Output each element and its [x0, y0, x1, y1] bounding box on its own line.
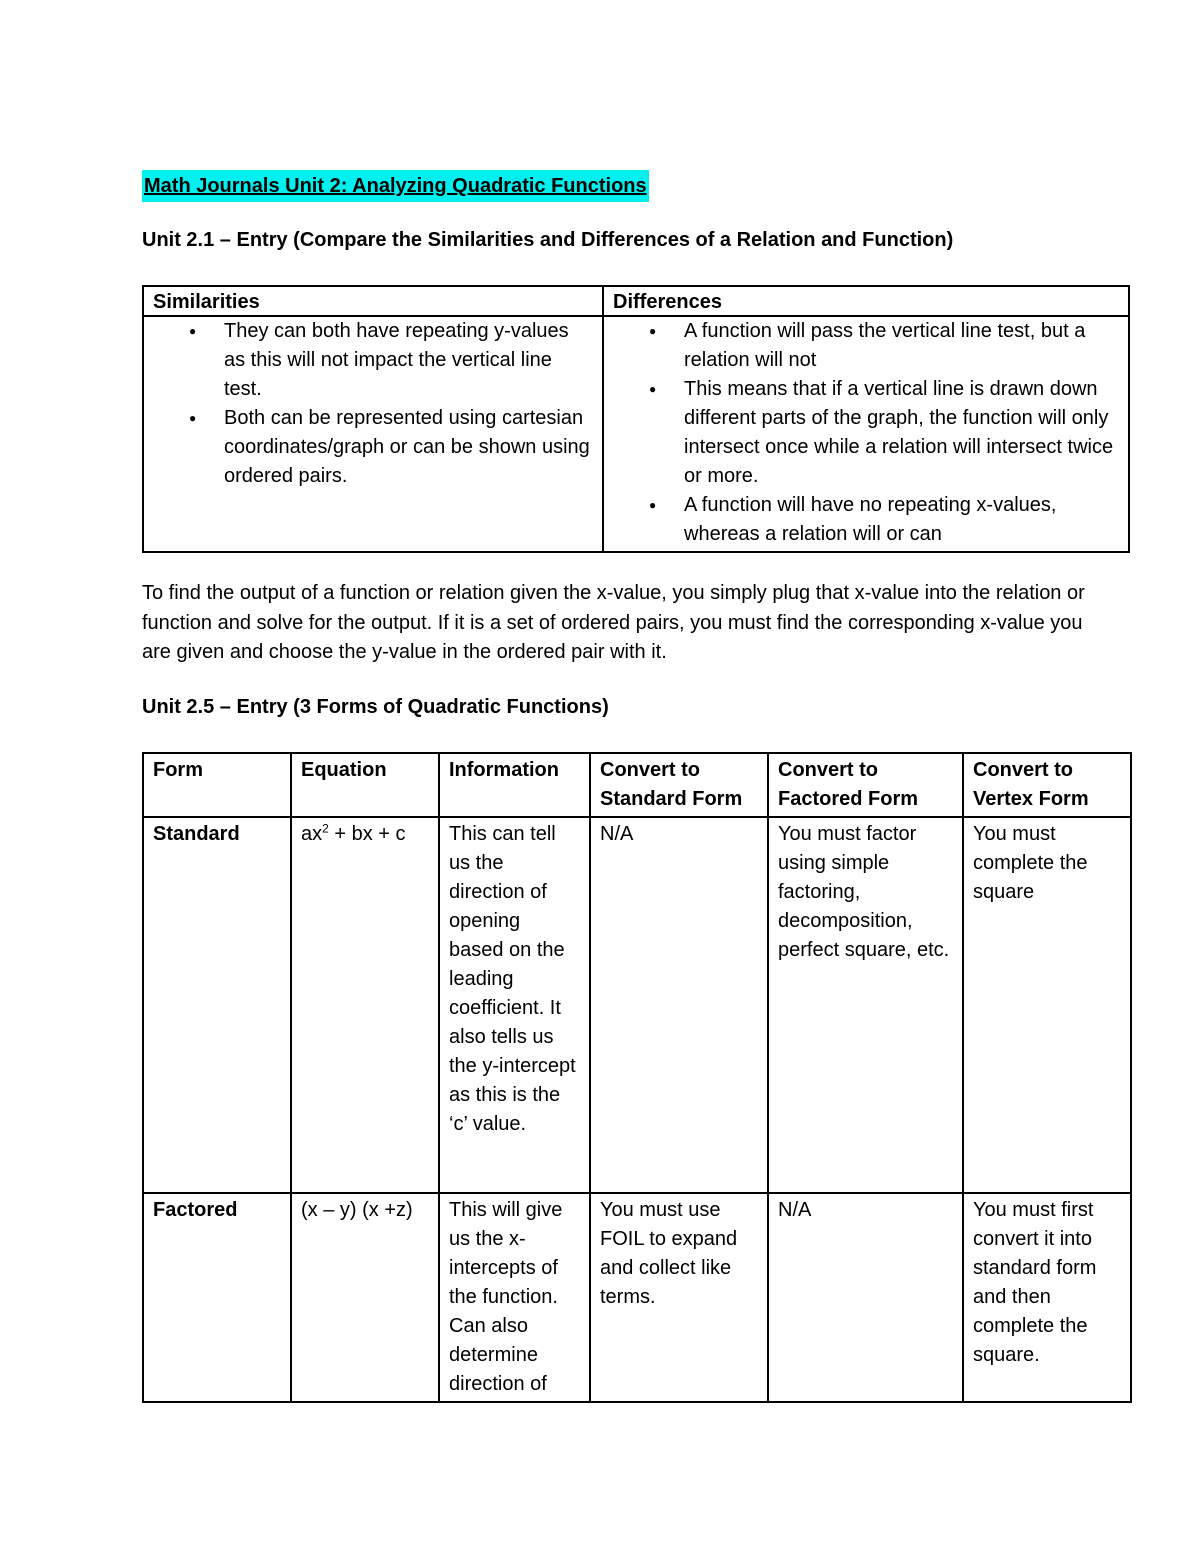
to-factored-cell: N/A	[768, 1193, 963, 1402]
list-item: ● Both can be represented using cartesian coordinates/graph or can be shown using ordered pairs.	[153, 404, 593, 491]
section-heading-unit-2-1: Unit 2.1 – Entry (Compare the Similarities and Differences of a Relation and Function)	[142, 229, 954, 251]
column-header: Convert to Standard Form	[590, 753, 768, 817]
to-factored-cell: You must factor using simple factoring, decomposition, perfect square, etc.	[768, 817, 963, 1193]
differences-header: Differences	[603, 286, 1129, 316]
table-row	[143, 817, 1131, 1193]
list-item: ● They can both have repeating y-values as this will not impact the vertical line test.	[153, 317, 593, 404]
equation-exponent: 2	[322, 821, 329, 836]
table-row	[143, 1193, 1131, 1402]
equation-base: ax	[301, 823, 323, 845]
similarities-header: Similarities	[143, 286, 603, 316]
section-heading-unit-2-5: Unit 2.5 – Entry (3 Forms of Quadratic Functions)	[142, 696, 609, 718]
form-cell: Standard	[143, 817, 291, 1193]
relation-function-comparison-table	[142, 285, 1130, 553]
column-header: Form	[143, 753, 291, 817]
differences-list	[613, 317, 1119, 549]
document-title: Math Journals Unit 2: Analyzing Quadratic Functions	[142, 170, 649, 202]
equation-cell	[291, 817, 439, 1193]
equation-rest: + bx + c	[328, 823, 406, 845]
quadratic-forms-table	[142, 752, 1132, 1403]
column-header: Convert to Factored Form	[768, 753, 963, 817]
list-item: ● A function will have no repeating x-values, whereas a relation will or can	[613, 491, 1119, 549]
to-standard-cell: N/A	[590, 817, 768, 1193]
to-vertex-cell: You must complete the square	[963, 817, 1131, 1193]
form-cell: Factored	[143, 1193, 291, 1402]
similarities-cell	[143, 316, 603, 552]
to-standard-cell: You must use FOIL to expand and collect like terms.	[590, 1193, 768, 1402]
information-cell: This can tell us the direction of opening based on the leading coefficient. It also tells us the y-intercept as this is the ‘c’ value.	[439, 817, 590, 1193]
column-header: Convert to Vertex Form	[963, 753, 1131, 817]
list-item: ● This means that if a vertical line is drawn down different parts of the graph, the function will only intersect once while a relation will intersect twice or more.	[613, 375, 1119, 491]
to-vertex-cell: You must first convert it into standard form and then complete the square.	[963, 1193, 1131, 1402]
column-header: Information	[439, 753, 590, 817]
explanation-paragraph: To find the output of a function or relation given the x-value, you simply plug that x-value into the relation or function and solve for the output. If it is a set of ordered pairs, you must find the corresponding x-value you are given and choose the y-value in the ordered pair with it.	[142, 582, 1085, 663]
equation-cell: (x – y) (x +z)	[291, 1193, 439, 1402]
differences-cell	[603, 316, 1129, 552]
similarities-list	[153, 317, 593, 491]
list-item: ● A function will pass the vertical line test, but a relation will not	[613, 317, 1119, 375]
column-header: Equation	[291, 753, 439, 817]
information-cell: This will give us the x-intercepts of the function. Can also determine direction of	[439, 1193, 590, 1402]
